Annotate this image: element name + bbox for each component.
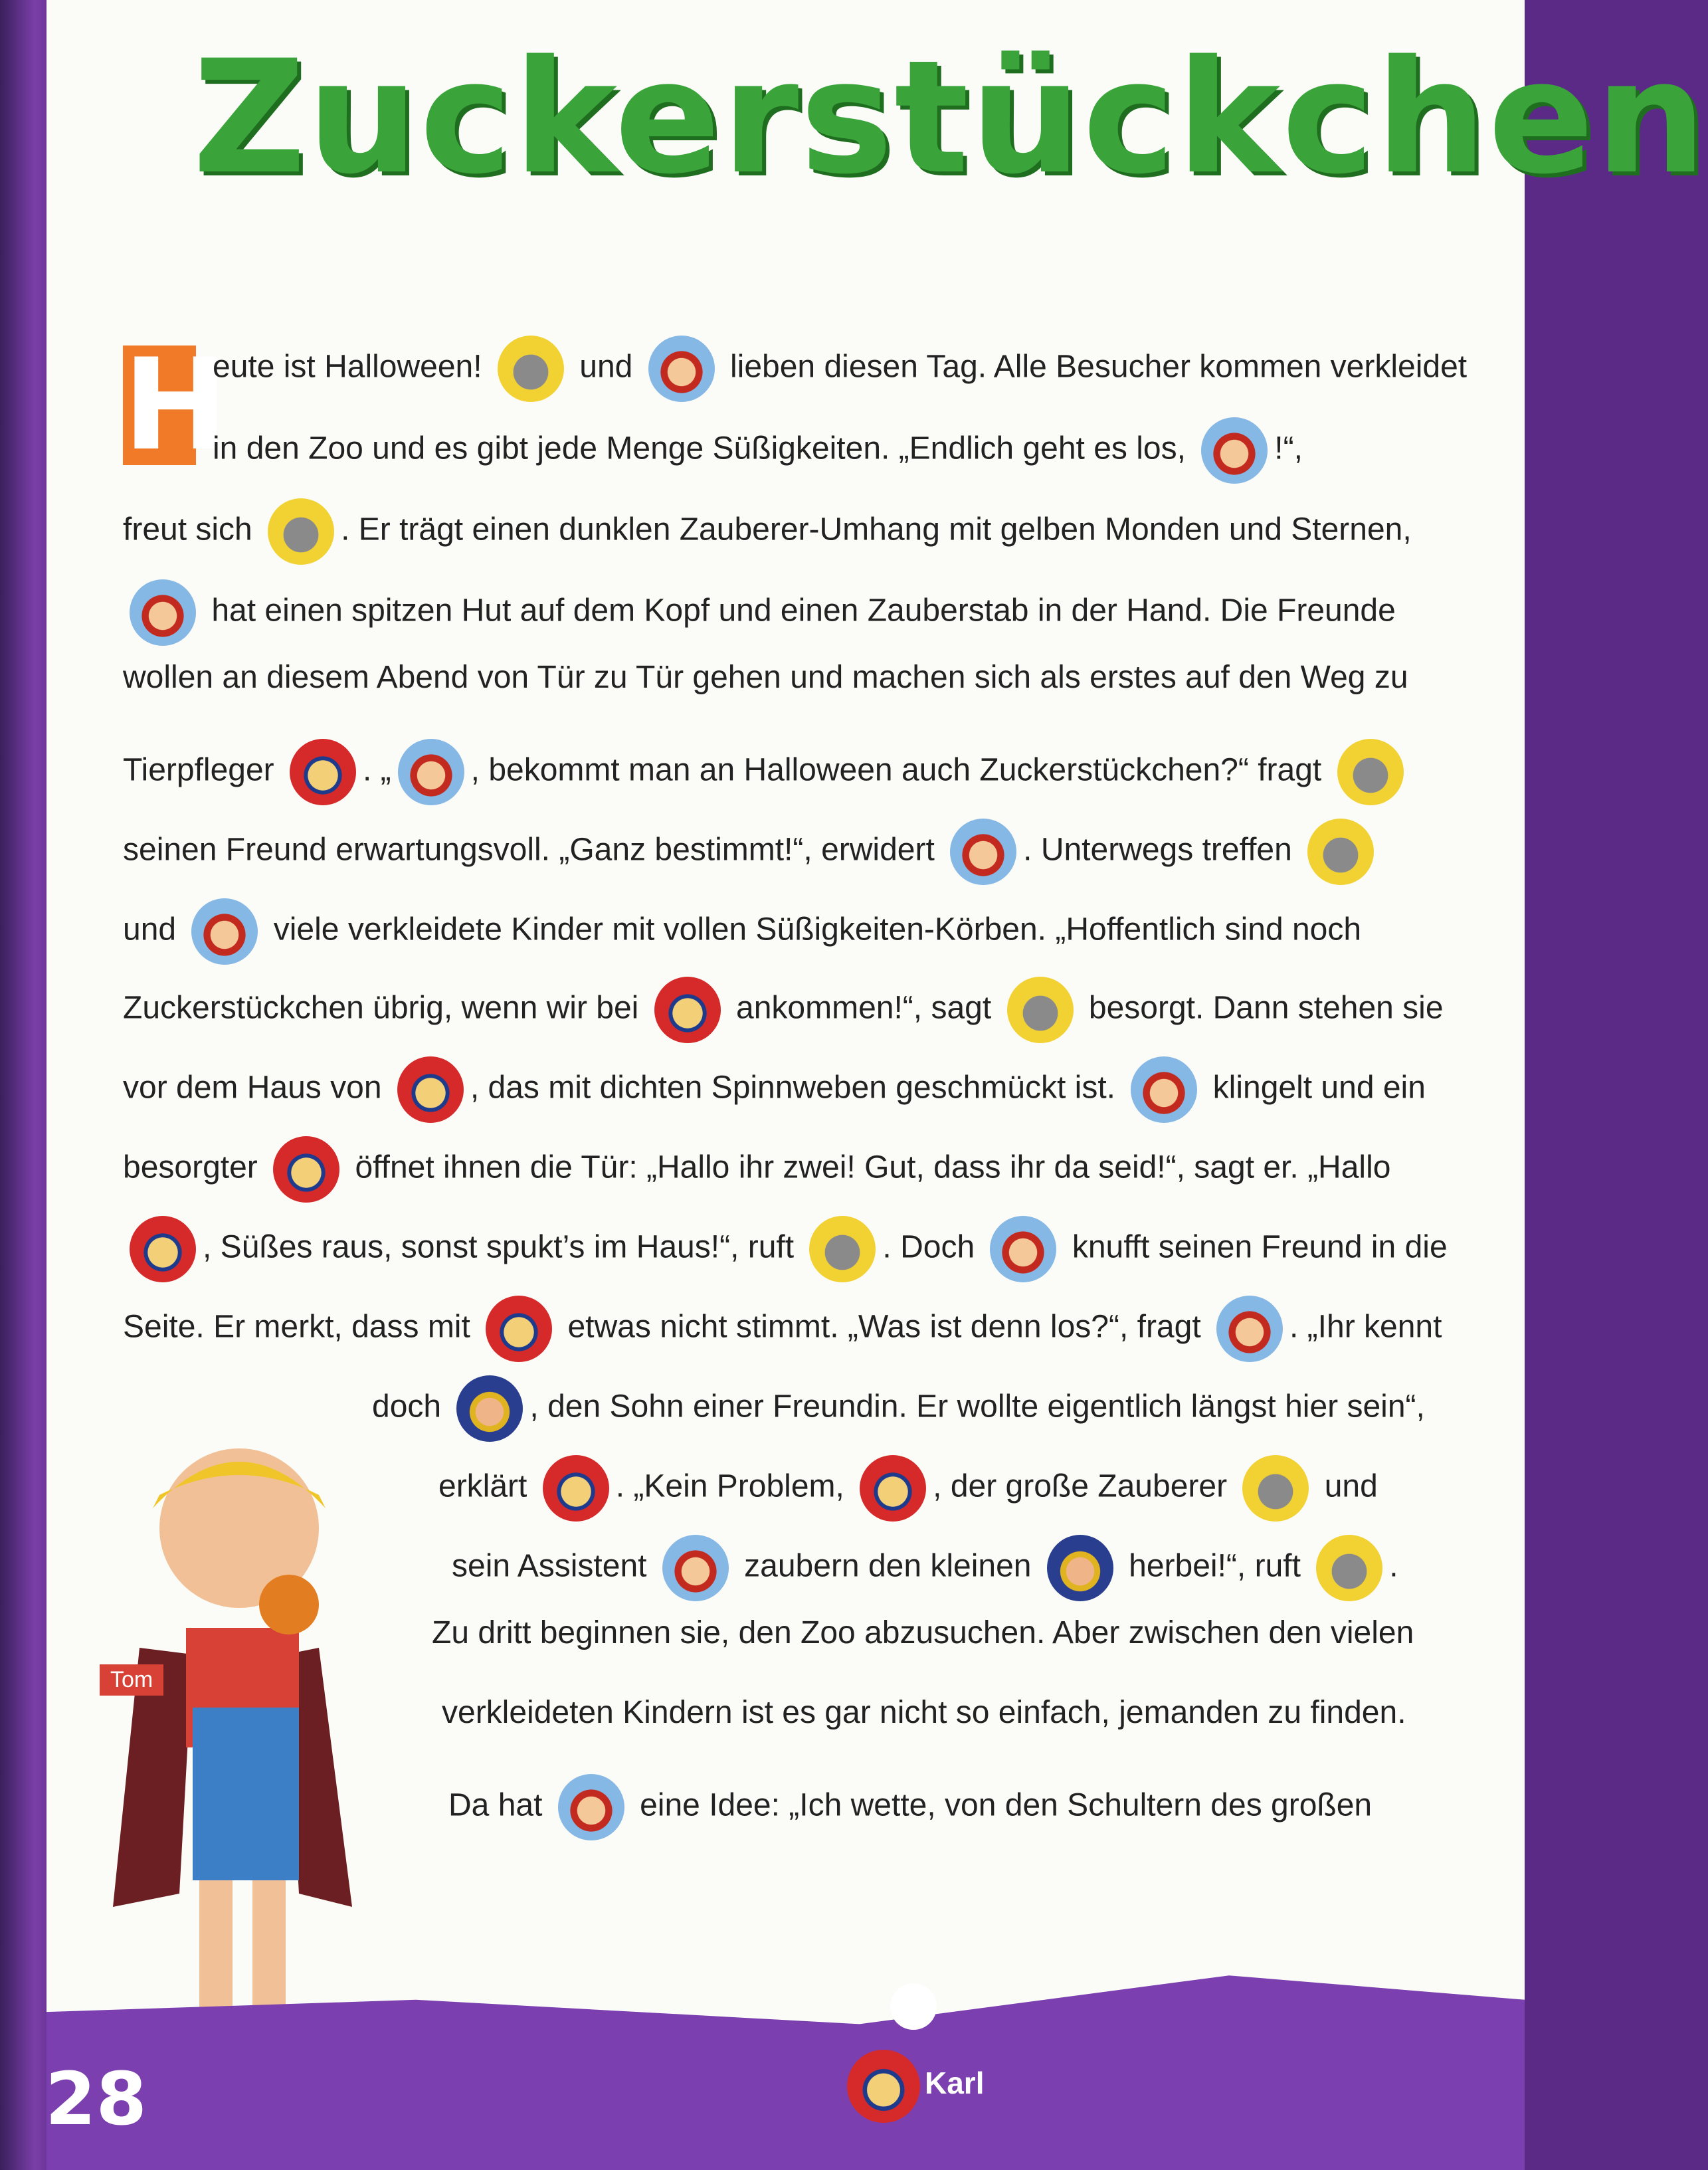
story-text-segment: , den Sohn einer Freundin. Er wollte eigentlich längst hier sein“,	[529, 1389, 1425, 1425]
story-line	[123, 1216, 1448, 1282]
story-line	[123, 1136, 1390, 1203]
karl-avatar-icon	[860, 1455, 926, 1522]
story-text-segment: freut sich	[123, 512, 262, 547]
elephant-avatar-icon	[1242, 1455, 1309, 1522]
story-text-segment: vor dem Haus von	[123, 1070, 391, 1106]
pumpkin-lollipop-icon	[259, 1575, 319, 1634]
story-text-segment: . Er trägt einen dunklen Zauberer-Umhang mit gelben Monden und Sternen,	[341, 512, 1412, 547]
story-text-segment: , der große Zauberer	[933, 1468, 1236, 1504]
story-text-segment: und	[570, 349, 642, 385]
story-text-segment: wollen an diesem Abend von Tür zu Tür gehen und machen sich als erstes auf den Weg zu	[123, 660, 1408, 695]
story-line	[213, 417, 1303, 484]
story-text-segment: öffnet ihnen die Tür: „Hallo ihr zwei! Gut, dass ihr da seid!“, sagt er. „Hallo	[346, 1149, 1391, 1185]
story-line	[123, 498, 1412, 565]
elephant-avatar-icon	[1316, 1535, 1382, 1601]
story-text-segment: . „Kein Problem,	[615, 1468, 854, 1504]
elephant-avatar-icon	[1007, 977, 1074, 1043]
story-text-segment: knufft seinen Freund in die	[1063, 1229, 1448, 1265]
story-line	[123, 977, 1444, 1043]
story-text-segment: . „	[362, 752, 391, 788]
story-text-segment: Da hat	[448, 1787, 551, 1823]
story-line	[123, 739, 1410, 805]
story-text-segment: , das mit dichten Spinnweben geschmückt ist.	[470, 1070, 1125, 1106]
story-text-segment: Zu dritt beginnen sie, den Zoo abzusuchen. Aber zwischen den vielen	[432, 1615, 1414, 1650]
story-text-segment: und	[123, 912, 185, 947]
story-line	[448, 1774, 1372, 1840]
page-title: Zuckerstückchen	[193, 27, 1708, 209]
story-text-segment: besorgter	[123, 1149, 267, 1185]
story-line	[123, 659, 1408, 696]
story-text-segment: und	[1315, 1468, 1378, 1504]
story-text-segment: hat einen spitzen Hut auf dem Kopf und einen Zauberstab in der Hand. Die Freunde	[203, 593, 1396, 629]
karl-avatar-icon	[654, 977, 721, 1043]
elephant-avatar-icon	[1337, 739, 1404, 805]
benjamin-avatar-icon	[1201, 417, 1268, 484]
story-text-segment: doch	[372, 1389, 450, 1425]
benjamin-avatar-icon	[191, 898, 258, 965]
karl-avatar-icon	[290, 739, 356, 805]
benjamin-avatar-icon	[662, 1535, 729, 1601]
story-text-segment: !“,	[1274, 431, 1303, 466]
story-line	[452, 1535, 1398, 1601]
benjamin-avatar-icon	[1131, 1056, 1197, 1123]
story-line	[123, 1296, 1442, 1362]
karl-avatar-icon	[543, 1455, 609, 1522]
benjamin-avatar-icon	[990, 1216, 1056, 1282]
story-text-segment: herbei!“, ruft	[1119, 1548, 1310, 1584]
story-text-segment: sein Assistent	[452, 1548, 656, 1584]
elephant-avatar-icon	[809, 1216, 876, 1282]
benjamin-avatar-icon	[1216, 1296, 1283, 1362]
story-text-segment: Zuckerstückchen übrig, wenn wir bei	[123, 990, 648, 1026]
elephant-avatar-icon	[268, 498, 334, 565]
story-text-segment: .	[1389, 1548, 1398, 1584]
dropcap: H	[123, 332, 229, 478]
story-line	[123, 819, 1380, 885]
story-text-segment: erklärt	[438, 1468, 536, 1504]
story-line	[123, 579, 1396, 646]
karl-legend-label: Karl	[925, 2066, 985, 2100]
karl-legend	[840, 2050, 927, 2123]
story-text-segment: Seite. Er merkt, dass mit	[123, 1309, 480, 1345]
benjamin-avatar-icon	[398, 739, 464, 805]
story-line	[213, 336, 1467, 402]
story-text-segment: seinen Freund erwartungsvoll. „Ganz bestimmt!“, erwidert	[123, 832, 944, 868]
story-text-segment: , Süßes raus, sonst spukt’s im Haus!“, ruft	[203, 1229, 803, 1265]
benjamin-avatar-icon	[950, 819, 1016, 885]
tom-avatar-icon	[456, 1375, 523, 1442]
story-text-segment: klingelt und ein	[1204, 1070, 1426, 1106]
story-line	[123, 1056, 1426, 1123]
story-text-segment: besorgt. Dann stehen sie	[1080, 990, 1444, 1026]
story-text-segment: ankommen!“, sagt	[727, 990, 1000, 1026]
story-text-segment: . „Ihr kennt	[1289, 1309, 1442, 1345]
overalls	[193, 1708, 299, 1880]
story-text-segment: Tierpfleger	[123, 752, 283, 788]
flower-icon	[890, 1983, 937, 2030]
story-text-segment: verkleideten Kindern ist es gar nicht so einfach, jemanden zu finden.	[442, 1695, 1406, 1730]
story-line	[438, 1455, 1378, 1522]
tom-illustration	[100, 1429, 399, 2060]
karl-avatar-icon	[847, 2050, 920, 2123]
story-text-segment: eine Idee: „Ich wette, von den Schultern des großen	[630, 1787, 1373, 1823]
page-number: 28	[45, 2056, 147, 2141]
benjamin-avatar-icon	[648, 336, 715, 402]
elephant-avatar-icon	[1307, 819, 1374, 885]
story-text-segment: etwas nicht stimmt. „Was ist denn los?“, fragt	[559, 1309, 1210, 1345]
karl-avatar-icon	[273, 1136, 339, 1203]
story-line	[123, 898, 1361, 965]
story-text-segment: eute ist Halloween!	[213, 349, 491, 385]
story-line	[372, 1375, 1425, 1442]
karl-avatar-icon	[486, 1296, 552, 1362]
story-text-segment: . Doch	[882, 1229, 984, 1265]
story-text-segment: viele verkleidete Kinder mit vollen Süßigkeiten-Körben. „Hoffentlich sind noch	[264, 912, 1362, 947]
story-text-segment: . Unterwegs treffen	[1023, 832, 1301, 868]
karl-avatar-icon	[130, 1216, 196, 1282]
tom-avatar-icon	[1047, 1535, 1113, 1601]
benjamin-avatar-icon	[130, 579, 196, 646]
story-line	[442, 1694, 1406, 1731]
karl-avatar-icon	[397, 1056, 464, 1123]
story-line	[432, 1615, 1414, 1651]
story-text-segment: zaubern den kleinen	[735, 1548, 1040, 1584]
tom-name-tag: Tom	[100, 1664, 163, 1696]
story-text-segment: in den Zoo und es gibt jede Menge Süßigkeiten. „Endlich geht es los,	[213, 431, 1195, 466]
story-text-segment: lieben diesen Tag. Alle Besucher kommen verkleidet	[721, 349, 1468, 385]
elephant-avatar-icon	[498, 336, 564, 402]
story-text-segment: , bekommt man an Halloween auch Zuckerstückchen?“ fragt	[470, 752, 1331, 788]
benjamin-avatar-icon	[558, 1774, 624, 1840]
